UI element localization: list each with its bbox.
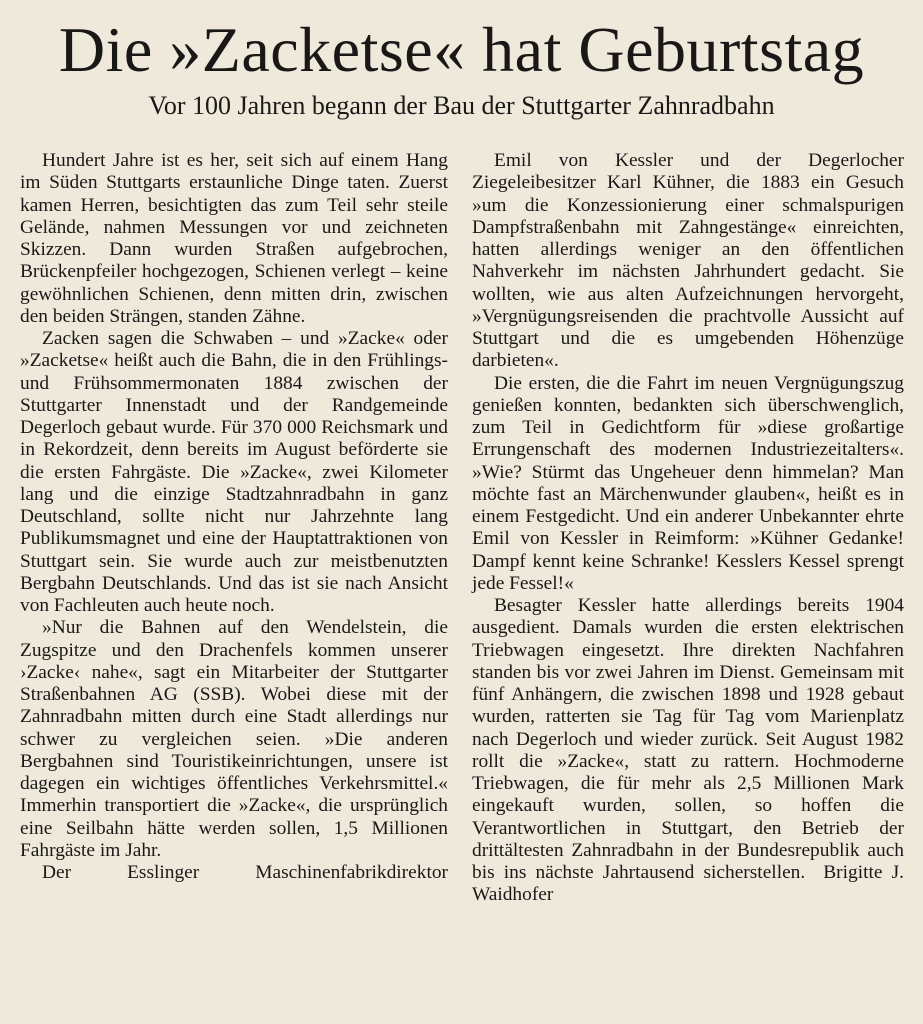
paragraph: »Nur die Bahnen auf den Wendelstein, die Zugspitze und den Drachenfels kommen unserer ›Zacke‹ nahe«, sagt ein Mitarbeiter der Stuttgarter Straßenbahnen AG (SSB). Wobei diese mit der Zahnradbahn mitten durch eine Stadt allerdings nur schwer zu vergleichen seien. »Die anderen Bergbahnen sind Touristikeinrichtungen, unsere ist dagegen ein wichtiges öffentliches Verkehrsmittel.« Immerhin transportiert die »Zacke«, die ursprünglich eine Seilbahn hätte werden sollen, 1,5 Millionen Fahrgäste im Jahr. bbox=[20, 617, 448, 861]
paragraph: Emil von Kessler und der Degerlocher Ziegeleibesitzer Karl Kühner, die 1883 ein Gesuch »um die Konzessionierung einer schmalspurigen Dampfstraßenbahn mit Zahngestänge« einreichten, hatten allerdings weniger an den öffentlichen Nahverkehr im nächsten Jahrhundert gedacht. Sie wollten, wie aus alten Aufzeichnungen hervorgeht, »Vergnügungsreisenden die prachtvolle Aussicht auf Stuttgart und die es umgebenden Höhenzüge darbieten«. bbox=[472, 150, 904, 372]
paragraph: Zacken sagen die Schwaben – und »Zacke« oder »Zacketse« heißt auch die Bahn, die in den Frühlings- und Frühsommermonaten 1884 zwischen der Stuttgarter Innenstadt und der Randgemeinde Degerloch gebaut wurde. Für 370 000 Reichsmark und in Rekordzeit, denn bereits im August beförderte sie die ersten Fahrgäste. Die »Zacke«, zwei Kilometer lang und die einzige Stadtzahnradbahn in ganz Deutschland, sollte nicht nur Jahrzehnte lang Publikumsmagnet und eine der Hauptattraktionen von Stuttgart sein. Sie wurde auch zur meistbenutzten Bergbahn Deutschlands. Und das ist sie nach Ansicht von Fachleuten auch heute noch. bbox=[20, 328, 448, 616]
left-column bbox=[20, 150, 448, 884]
paragraph: Der Esslinger Maschinenfabrikdirektor bbox=[42, 862, 448, 883]
subheadline: Vor 100 Jahren begann der Bau der Stuttgarter Zahnradbahn bbox=[148, 91, 775, 120]
paragraph: Die ersten, die die Fahrt im neuen Vergnügungszug genießen konnten, bedankten sich überschwenglich, zum Teil in Gedichtform für »diese großartige Errungenschaft des modernen Industriezeitalters«. »Wie? Stürmt das Ungeheuer denn himmelan? Man möchte fast an Märchenwunder glauben«, heißt es in einem Festgedicht. Und ein anderer Unbekannter ehrte Emil von Kessler in Reimform: »Kühner Gedanke! Dampf kennt keine Schranke! Kesslers Kessel sprengt jede Fessel!« bbox=[472, 372, 904, 594]
author-byline: Brigitte J. Waidhofer bbox=[472, 862, 905, 906]
paragraph-text: Besagter Kessler hatte allerdings bereits 1904 ausgedient. Damals wurden die ersten elektrischen Triebwagen eingesetzt. Ihre direkten Nachfahren standen bis vor zwei Jahren im Dienst. Gemeinsam mit fünf Anhängern, die zwischen 1898 und 1928 gebaut wurden, ratterten sie Tag für Tag vom Marienplatz nach Degerloch und wieder zurück. Seit August 1982 rollt die »Zacke«, statt zu rattern. Hochmoderne Triebwagen, die für mehr als 2,5 Millionen Mark eingekauft wurden, sollen, so hoffen die Verantwortlichen in Stuttgart, den Betrieb der drittältesten Zahnradbahn in der Bundesrepublik auch bis ins nächste Jahrtausend sicherstellen. bbox=[472, 595, 904, 883]
headline: Die »Zacketse« hat Geburtstag bbox=[58, 14, 865, 85]
paragraph: Hundert Jahre ist es her, seit sich auf einem Hang im Süden Stuttgarts erstaunliche Dinge taten. Zuerst kamen Herren, besichtigten das zum Teil sehr steile Gelände, nahmen Messungen vor und zeichneten Skizzen. Dann wurden Straßen aufgebrochen, Brückenpfeiler hochgezogen, Schienen verlegt – keine gewöhnlichen Schienen, denn mitten drin, zwischen den beiden Strängen, standen Zähne. bbox=[20, 150, 448, 327]
paragraph bbox=[472, 595, 904, 907]
right-column bbox=[472, 150, 904, 907]
